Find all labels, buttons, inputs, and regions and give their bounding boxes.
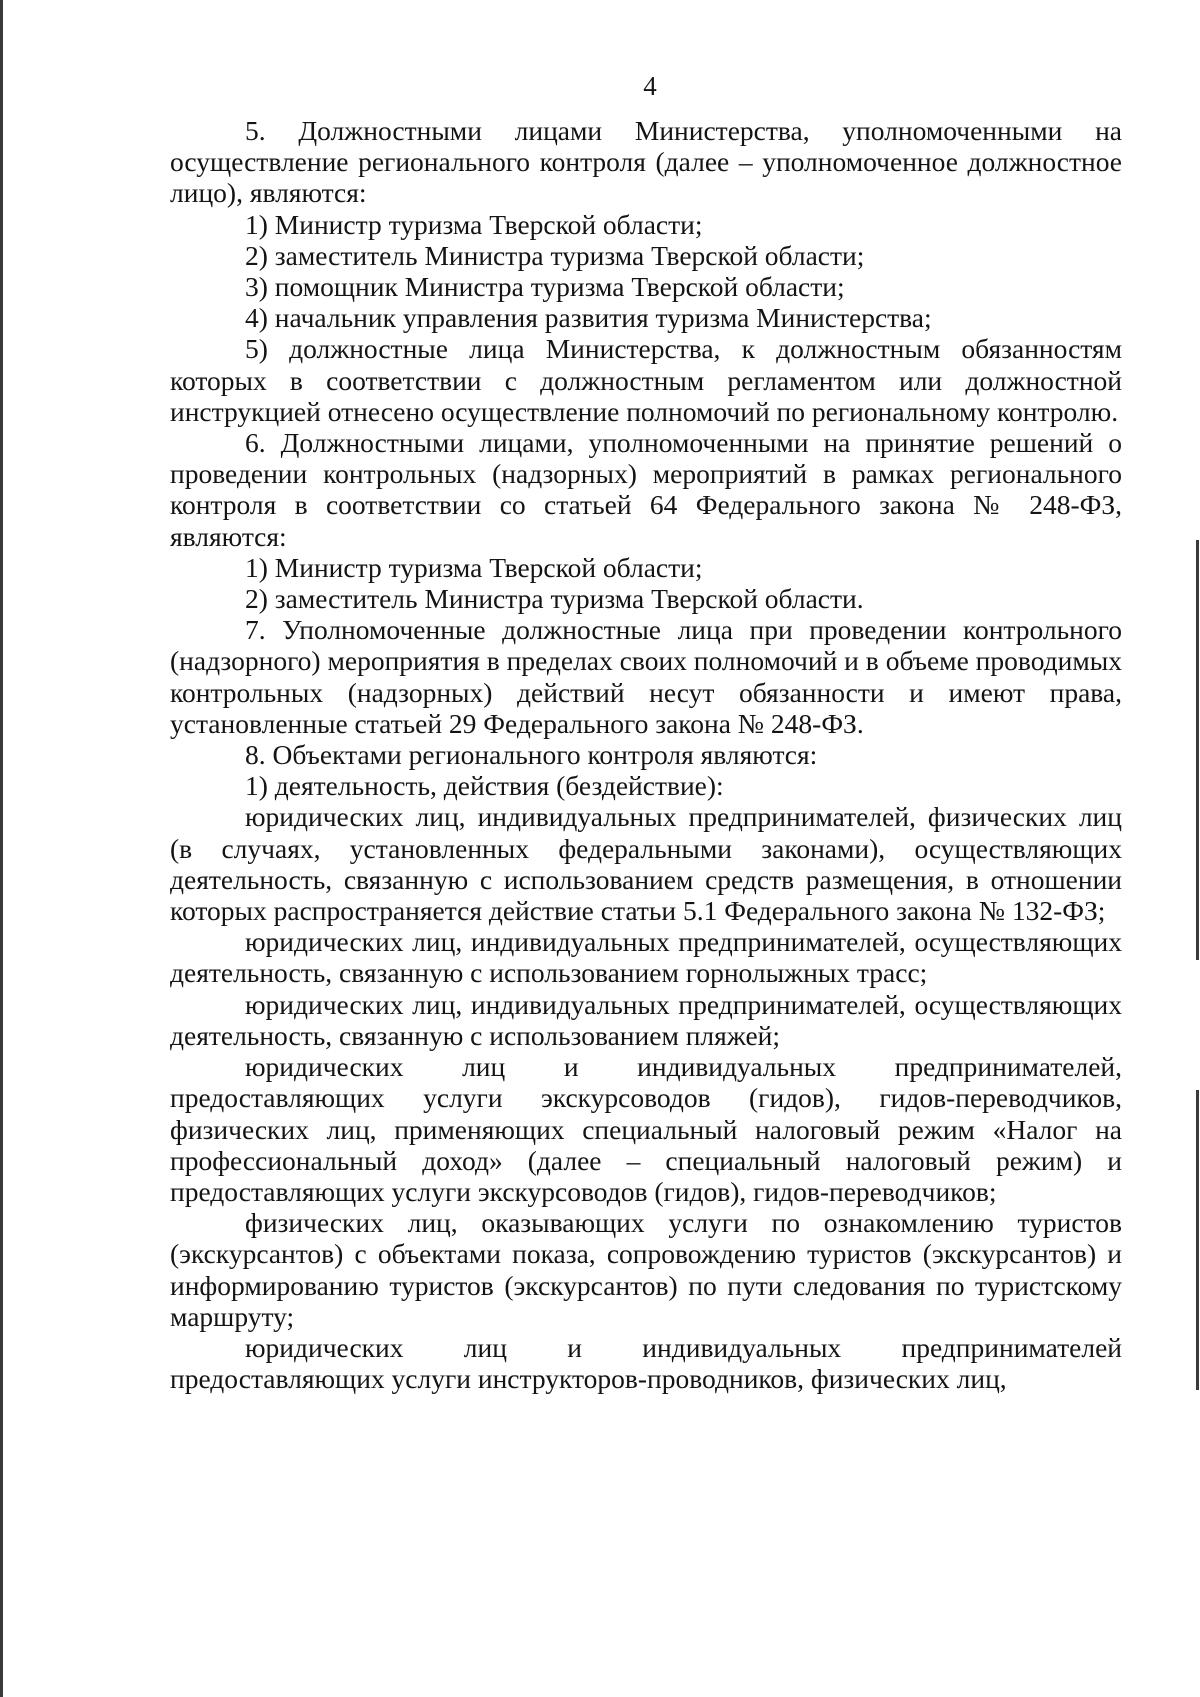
paragraph: 4) начальник управления развития туризма Министерства; xyxy=(245,302,932,334)
paragraph: 2) заместитель Министра туризма Тверской области; xyxy=(245,239,865,271)
scan-edge-right-lower xyxy=(1196,1090,1199,1390)
paragraph: 5. Должностными лицами Министерства, уполномоченными на осуществление регионального контроля (далее – уполномоченное должностное лицо), являются: xyxy=(170,115,1122,209)
paragraph: 5) должностные лица Министерства, к должностным обязанностям которых в соответствии с должностным регламентом или должностной инструкцией отнесено осуществление полномочий по региональному контролю. xyxy=(170,333,1122,427)
paragraph: 8. Объектами регионального контроля являются: xyxy=(245,739,818,771)
paragraph: 3) помощник Министра туризма Тверской области; xyxy=(245,271,845,303)
paragraph: 1) Министр туризма Тверской области; xyxy=(245,551,703,583)
paragraph: юридических лиц и индивидуальных предпринимателей, предоставляющих услуги экскурсоводов (гидов), гидов-переводчиков, физических лиц, применяющих специальный налоговый режим «Налог на профессиональный доход» (далее – специальный налоговый режим) и предоставляющих услуги экскурсоводов (гидов), гидов-переводчиков; xyxy=(170,1051,1122,1207)
paragraph: юридических лиц и индивидуальных предпринимателей предоставляющих услуги инструкторов-проводников, физических лиц, xyxy=(170,1331,1122,1395)
paragraph: юридических лиц, индивидуальных предпринимателей, осуществляющих деятельность, связанную с использованием горнолыжных трасс; xyxy=(170,926,1122,989)
paragraph: 6. Должностными лицами, уполномоченными на принятие решений о проведении контрольных (надзорных) мероприятий в рамках регионального контроля в соответствии со статьей 64 Федерального закона № 248-ФЗ, являются: xyxy=(170,427,1122,552)
paragraph: 1) деятельность, действия (бездействие): xyxy=(245,770,724,802)
page-number: 4 xyxy=(643,71,657,101)
paragraph: юридических лиц, индивидуальных предпринимателей, физических лиц (в случаях, установленных федеральными законами), осуществляющих деятельность, связанную с использованием средств размещения, в отношении которых распространяется действие статьи 5.1 Федерального закона № 132-ФЗ; xyxy=(170,801,1122,927)
paragraph: физических лиц, оказывающих услуги по ознакомлению туристов (экскурсантов) с объектами показа, сопровождению туристов (экскурсантов) и информированию туристов (экскурсантов) по пути следования по туристскому маршруту; xyxy=(170,1207,1122,1332)
scan-edge-left xyxy=(0,0,3,1697)
paragraph: юридических лиц, индивидуальных предпринимателей, осуществляющих деятельность, связанную с использованием пляжей; xyxy=(170,988,1122,1051)
document-body xyxy=(170,115,1122,1394)
paragraph: 1) Министр туризма Тверской области; xyxy=(245,208,703,240)
paragraph: 7. Уполномоченные должностные лица при проведении контрольного (надзорного) мероприятия в пределах своих полномочий и в объеме проводимых контрольных (надзорных) действий несут обязанности и имеют права, установленные статьей 29 Федерального закона № 248-ФЗ. xyxy=(170,614,1122,739)
scan-edge-right xyxy=(1196,540,1199,960)
paragraph: 2) заместитель Министра туризма Тверской области. xyxy=(245,583,864,615)
